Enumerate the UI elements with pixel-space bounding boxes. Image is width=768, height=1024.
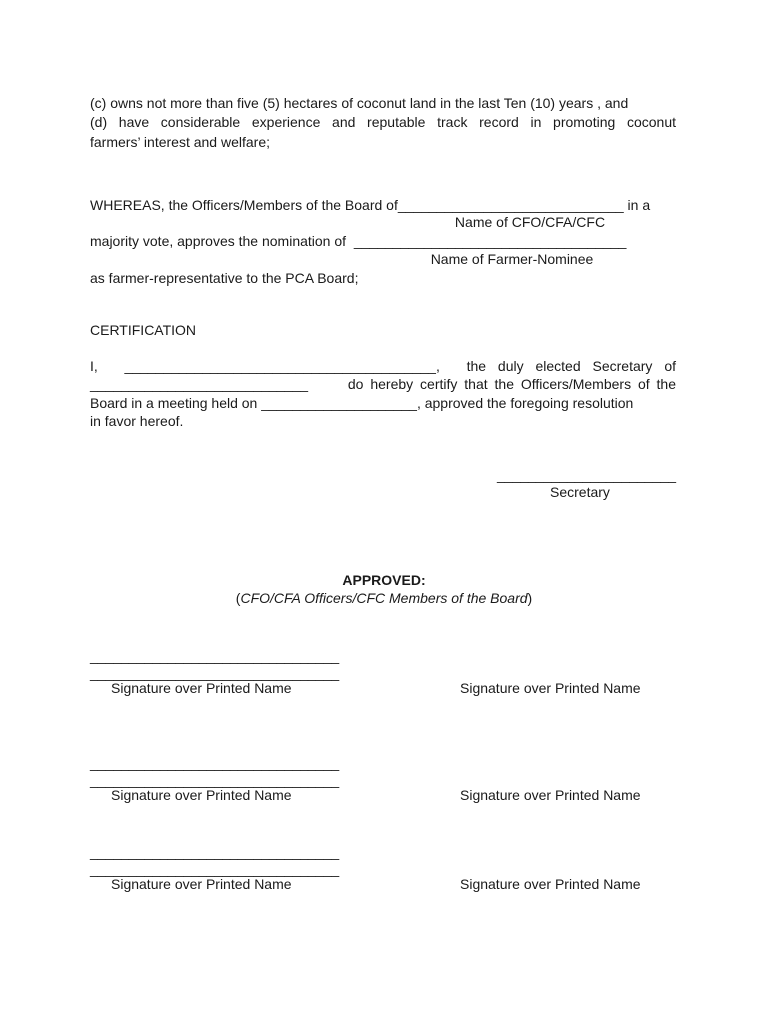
- cfo-name-field[interactable]: _____________________________: [397, 197, 624, 213]
- secretary-label: Secretary: [550, 484, 610, 500]
- farmer-nominee-caption: Name of Farmer-Nominee: [430, 251, 594, 267]
- signature-line[interactable]: ________________________________: [90, 648, 340, 664]
- organization-field[interactable]: ____________________________: [90, 376, 309, 392]
- clause-d-continued: farmers’ interest and welfare;: [90, 134, 270, 150]
- cert-line3: Board in a meeting held on ____________________, approved the foregoing resolution: [90, 395, 634, 411]
- cert-line4: in favor hereof.: [90, 413, 184, 429]
- paren-close: ): [527, 590, 533, 606]
- cert-pronoun: I,: [90, 358, 98, 374]
- signature-label-left: Signature over Printed Name: [111, 787, 292, 803]
- signature-line[interactable]: ________________________________: [90, 665, 340, 681]
- cert-line2-text: do hereby certify that the Officers/Members of the: [347, 376, 676, 392]
- signature-label-right: Signature over Printed Name: [460, 876, 641, 892]
- clause-d-line1: (d) have considerable experience and reputable track record in promoting coconut: [90, 114, 676, 130]
- approved-heading: APPROVED:: [342, 572, 426, 588]
- whereas-prefix: WHEREAS, the Officers/Members of the Board of: [90, 197, 398, 213]
- signature-line[interactable]: ________________________________: [90, 861, 340, 877]
- approved-subheading: [184, 589, 584, 607]
- signature-label-right: Signature over Printed Name: [460, 680, 641, 696]
- cert-line1-text: the duly elected Secretary of: [466, 358, 676, 374]
- secretary-name-field[interactable]: ________________________________________,: [124, 358, 440, 374]
- whereas-suffix: in a: [623, 197, 651, 213]
- cfo-name-caption: Name of CFO/CFA/CFC: [454, 214, 606, 230]
- paren-open: (: [235, 590, 241, 606]
- signature-label-left: Signature over Printed Name: [111, 876, 292, 892]
- signature-line[interactable]: ________________________________: [90, 755, 340, 771]
- farmer-nominee-field[interactable]: ___________________________________: [353, 233, 627, 249]
- signature-label-right: Signature over Printed Name: [460, 787, 641, 803]
- secretary-signature-line[interactable]: _______________________: [497, 467, 677, 483]
- clause-d: [90, 113, 676, 132]
- clause-c: (c) owns not more than five (5) hectares of coconut land in the last Ten (10) years , and: [90, 95, 629, 111]
- signature-line[interactable]: ________________________________: [90, 772, 340, 788]
- cert-line2: [90, 375, 676, 393]
- signature-label-left: Signature over Printed Name: [111, 680, 292, 696]
- whereas-line3: as farmer-representative to the PCA Board;: [90, 270, 359, 286]
- cert-line1: [90, 357, 676, 375]
- signature-line[interactable]: ________________________________: [90, 844, 340, 860]
- approved-subheading-text: CFO/CFA Officers/CFC Members of the Board: [240, 590, 528, 606]
- whereas-line2: [90, 232, 626, 250]
- whereas-line1: [90, 196, 676, 214]
- whereas-line2-text: majority vote, approves the nomination of: [90, 233, 347, 249]
- certification-heading: CERTIFICATION: [90, 322, 197, 338]
